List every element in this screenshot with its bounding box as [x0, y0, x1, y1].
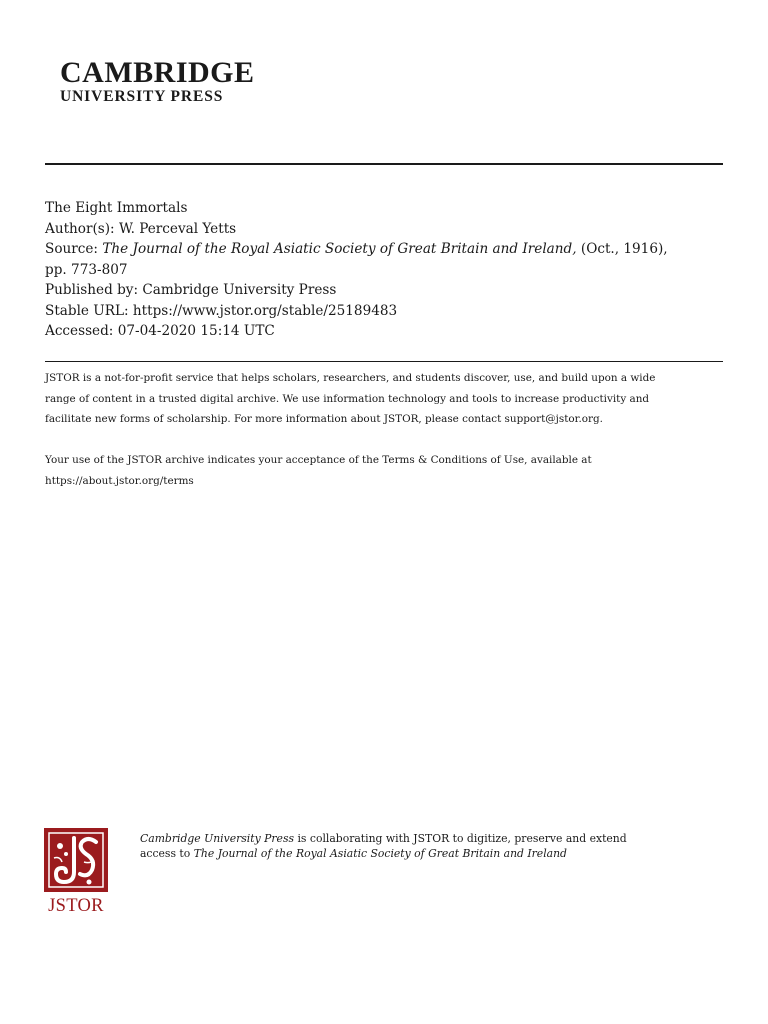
notice-line: JSTOR is a not-for-profit service that helps scholars, researchers, and students discover, use, and build upon a wide	[45, 372, 656, 384]
press-name: Cambridge University Press	[140, 832, 295, 845]
notice-line: range of content in a trusted digital archive. We use information technology and tools to increase productivity and	[45, 392, 650, 405]
stable-url-line	[45, 301, 725, 322]
published-label: Published by:	[45, 282, 139, 298]
journal-link[interactable]: The Journal of the Royal Asiatic Society of Great Britain and Ireland	[193, 846, 567, 860]
article-metadata	[45, 198, 725, 342]
jstor-wordmark: JSTOR	[48, 896, 104, 916]
author-label: Author(s):	[45, 220, 115, 237]
source-line	[45, 239, 725, 260]
accessed-value: 07-04-2020 15:14 UTC	[117, 323, 275, 339]
logo-sub-text: UNIVERSITY PRESS	[60, 88, 224, 105]
access-prefix: access to	[140, 846, 191, 860]
notice-line: facilitate new forms of scholarship. For more information about JSTOR, please contact support@jstor.org.	[45, 413, 603, 425]
jstor-notice	[45, 368, 725, 491]
stable-url-label: Stable URL:	[45, 302, 129, 319]
publisher-line	[45, 280, 725, 301]
accessed-label: Accessed:	[45, 323, 114, 339]
jstor-emblem-icon	[44, 828, 108, 892]
source-label: Source:	[45, 241, 98, 257]
collab-line-2	[140, 847, 740, 862]
top-divider	[45, 163, 723, 165]
author-value: W. Perceval Yetts	[118, 220, 237, 237]
collab-text: is collaborating with JSTOR to digitize, preserve and extend	[297, 832, 627, 845]
jstor-logo	[44, 828, 108, 916]
stable-url-link[interactable]: https://www.jstor.org/stable/25189483	[132, 302, 398, 319]
collaboration-statement	[140, 832, 740, 861]
cambridge-university-press-logo	[60, 58, 255, 105]
middle-divider	[45, 361, 723, 362]
terms-line: Your use of the JSTOR archive indicates your acceptance of the Terms & Conditions of Use, available at	[45, 454, 592, 466]
terms-link[interactable]: https://about.jstor.org/terms	[45, 474, 194, 487]
publisher-value: Cambridge University Press	[142, 282, 337, 298]
source-journal: The Journal of the Royal Asiatic Society of Great Britain and Ireland,	[102, 241, 577, 257]
author-line	[45, 219, 725, 240]
source-details: (Oct., 1916),	[580, 241, 668, 257]
article-title: The Eight Immortals	[45, 200, 188, 216]
logo-main-text: CAMBRIDGE	[60, 56, 255, 89]
collab-line-1	[140, 832, 740, 847]
pages-line: pp. 773-807	[45, 261, 128, 278]
accessed-line	[45, 321, 725, 342]
